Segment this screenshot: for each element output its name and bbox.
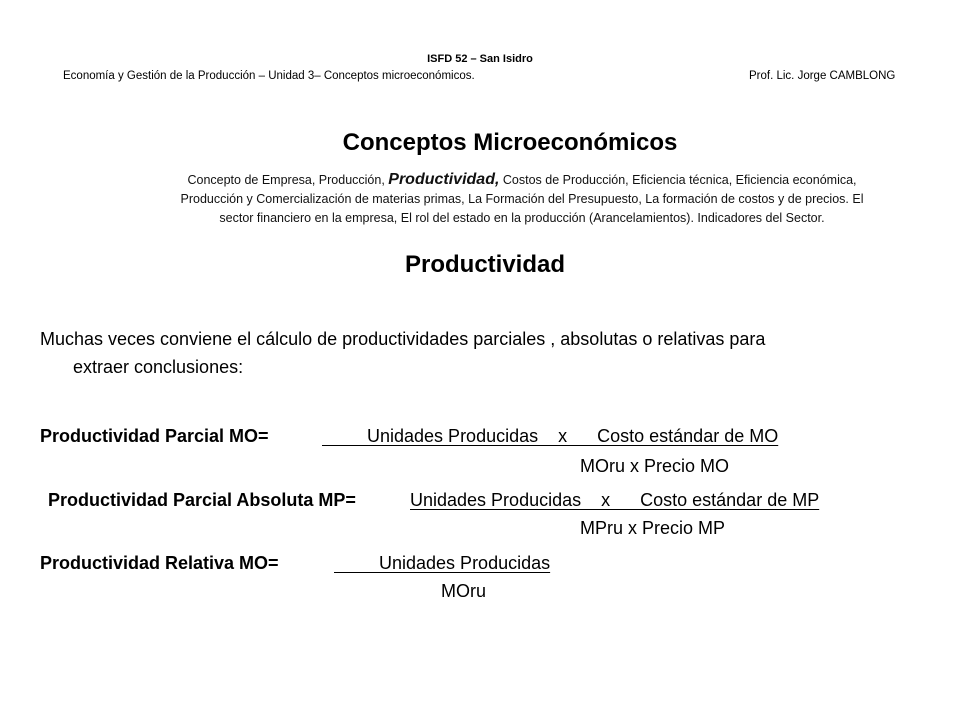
formula-2-numerator: Unidades Producidas x Costo estándar de MP [410, 490, 820, 510]
formula-2-label: Productividad Parcial Absoluta MP= [48, 490, 356, 510]
intro-paragraph [40, 325, 920, 381]
formula-1-label: Productividad Parcial MO= [40, 426, 269, 446]
header-course: Economía y Gestión de la Producción – Unidad 3– Conceptos microeconómicos. [63, 70, 475, 82]
formula-1-numerator: Unidades Producidas x Costo estándar de MO [322, 426, 779, 446]
topics-part-2: Costos de Producción, Eficiencia técnica, Eficiencia económica, [499, 173, 857, 187]
formula-1-denominator: MOru x Precio MO [580, 456, 730, 476]
topics-list [112, 170, 932, 228]
intro-line-2: extraer conclusiones: [73, 357, 244, 377]
formula-3-denominator: MOru [441, 581, 486, 601]
topics-line-3: sector financiero en la empresa, El rol del estado en la producción (Arancelamientos). Indicadores del Sector. [219, 211, 825, 225]
topics-part-1: Concepto de Empresa, Producción, [187, 173, 389, 187]
header-institution: ISFD 52 – San Isidro [427, 53, 533, 65]
formula-3-label: Productividad Relativa MO= [40, 553, 279, 573]
formula-3-numerator: Unidades Producidas [334, 553, 551, 573]
intro-line-1: Muchas veces conviene el cálculo de productividades parciales , absolutas o relativas para [40, 329, 766, 349]
topics-highlight: Productividad, [388, 171, 500, 188]
formula-2-denominator: MPru x Precio MP [580, 518, 726, 538]
section-subtitle: Productividad [404, 251, 566, 278]
page-title: Conceptos Microeconómicos [342, 129, 678, 156]
header-professor: Prof. Lic. Jorge CAMBLONG [749, 70, 896, 82]
topics-line-2: Producción y Comercialización de materias primas, La Formación del Presupuesto, La formación de costos y de precios. El [180, 192, 864, 206]
topics-line-1 [112, 170, 932, 190]
